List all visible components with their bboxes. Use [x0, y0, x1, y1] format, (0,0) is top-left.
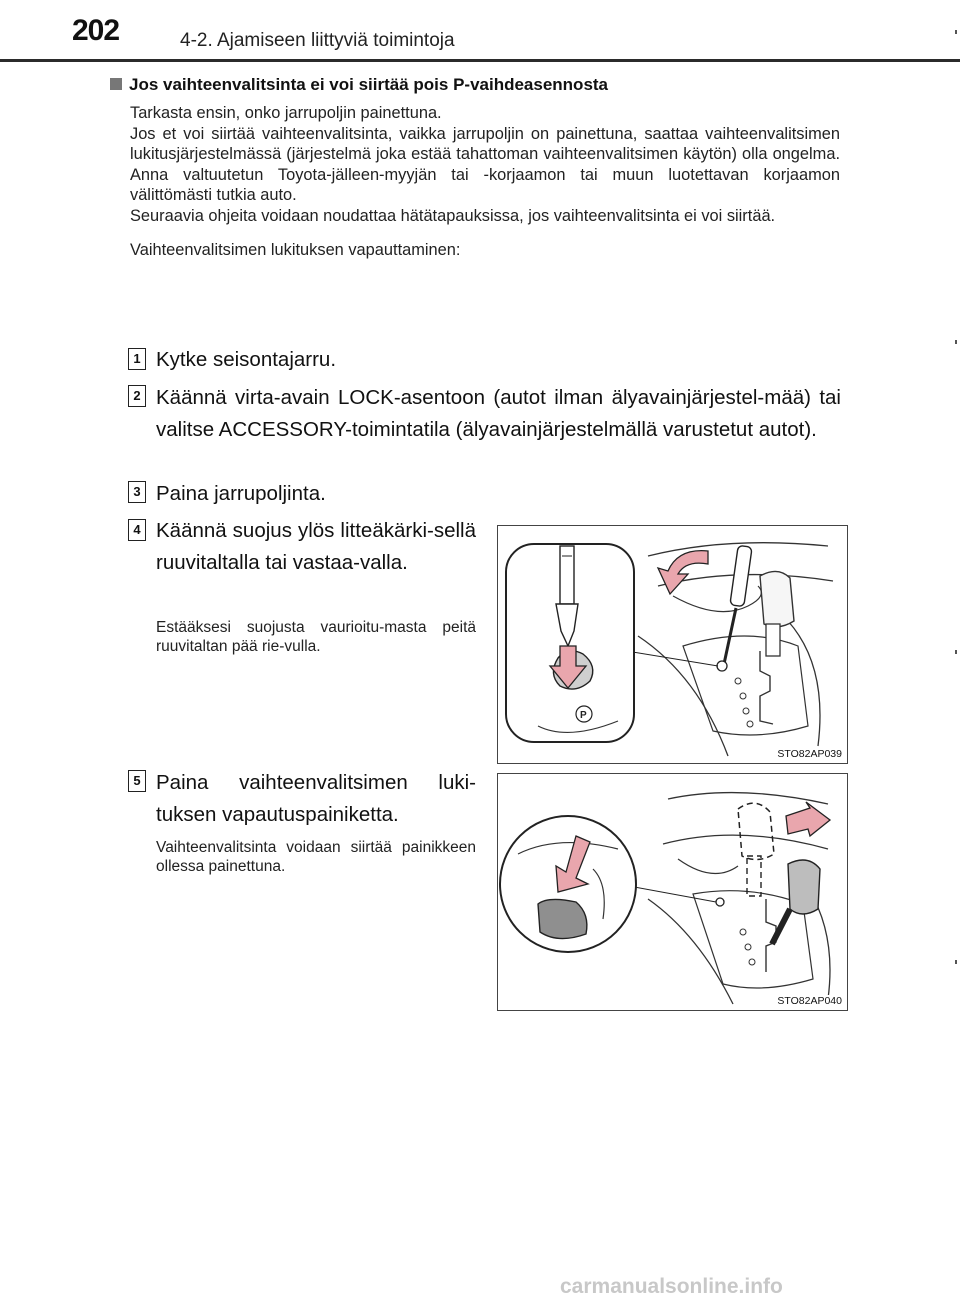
header-rule	[0, 59, 960, 62]
step-number-2: 2	[128, 385, 146, 407]
step-number-1: 1	[128, 348, 146, 370]
edge-mark	[955, 650, 957, 654]
shift-lock-release-illustration	[498, 774, 847, 1010]
section-heading	[110, 75, 608, 95]
step-number-3: 3	[128, 481, 146, 503]
figure-2-code: STO82AP040	[777, 995, 842, 1007]
shift-lock-cover-illustration	[498, 526, 847, 763]
step-5-note: Vaihteenvalitsinta voidaan siirtää painikkeen ollessa painettuna.	[156, 839, 476, 875]
step-5-text: Paina vaihteenvalitsimen luki-tuksen vapautuspainiketta.	[156, 771, 476, 826]
edge-mark	[955, 960, 957, 964]
figure-shift-lock-cover	[497, 525, 848, 764]
figure-1-code: STO82AP039	[777, 748, 842, 760]
intro-paragraph-1: Tarkasta ensin, onko jarrupoljin painettuna.	[130, 104, 442, 122]
intro-paragraph-2: Jos et voi siirtää vaihteenvalitsinta, vaikka jarrupoljin on painettuna, saattaa vaihteenvalitsimen lukitusjärjestelmässä (järjestelmä joka estää tahattoman vaihteenvalitsimen käytön) olla ongelma. Anna valtuutetun Toyota-jälleen-myyjän tai -korjaamon tai muun luotettavan korjaamon välittömästi tutkia auto.	[130, 124, 840, 204]
step-number-5: 5	[128, 770, 146, 792]
chapter-title: 4-2. Ajamiseen liittyviä toimintoja	[180, 30, 455, 51]
section-heading-text: Jos vaihteenvalitsinta ei voi siirtää pois P-vaihdeasennosta	[129, 75, 609, 94]
procedure-title: Vaihteenvalitsimen lukituksen vapauttaminen:	[130, 241, 461, 259]
inset-p-label: P	[580, 710, 587, 721]
step-4-note: Estääksesi suojusta vaurioitu-masta peitä ruuvitaltan pää rie-vulla.	[156, 619, 476, 655]
step-3-text: Paina jarrupoljinta.	[156, 482, 326, 505]
edge-mark	[955, 30, 957, 34]
step-4-text: Käännä suojus ylös litteäkärki-sellä ruuvitaltalla tai vastaa-valla.	[156, 519, 476, 574]
step-2-text: Käännä virta-avain LOCK-asentoon (autot ilman älyavainjärjestel-mää) tai valitse ACCESSORY-toimintatila (älyavainjärjestelmällä varustetut autot).	[156, 386, 841, 441]
edge-mark	[955, 340, 957, 344]
figure-shift-lock-release	[497, 773, 848, 1011]
page-number: 202	[72, 14, 120, 47]
intro-text	[130, 103, 840, 261]
step-1-text: Kytke seisontajarru.	[156, 348, 337, 371]
watermark-text: carmanualsonline.info	[560, 1275, 783, 1298]
intro-paragraph-3: Seuraavia ohjeita voidaan noudattaa hätätapauksissa, jos vaihteenvalitsinta ei voi siirtää.	[130, 206, 776, 225]
square-bullet-icon	[110, 78, 122, 90]
step-number-4: 4	[128, 519, 146, 541]
